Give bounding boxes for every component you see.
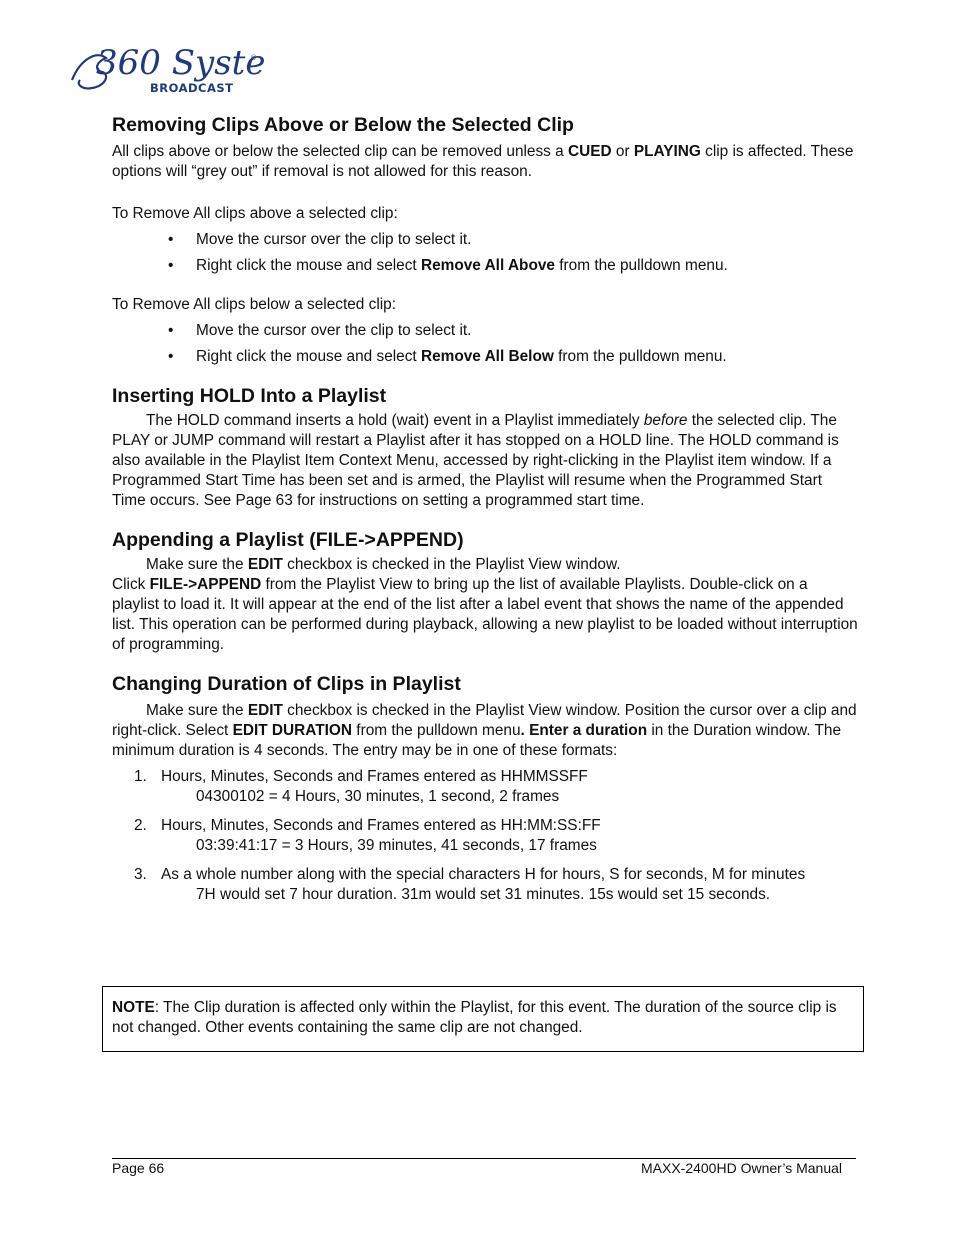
heading-appending-playlist: Appending a Playlist (FILE->APPEND) <box>112 529 464 551</box>
item-number: 1. <box>134 768 147 785</box>
text: clip is affected. These options will “grey out” if removal is not allowed for this reason. <box>112 143 854 180</box>
append-description <box>112 575 858 655</box>
list-item <box>112 347 858 367</box>
item-number: 2. <box>134 817 147 834</box>
text: Right click the mouse and select <box>196 257 421 274</box>
format-example: 04300102 = 4 Hours, 30 minutes, 1 second, 2 frames <box>196 788 560 805</box>
list-item <box>112 865 858 905</box>
emphasis: before <box>643 412 688 429</box>
format-example: 7H would set 7 hour duration. 31m would set 31 minutes. 15s would set 15 seconds. <box>196 886 771 903</box>
note-label: NOTE <box>112 999 155 1016</box>
text: Hours, Minutes, Seconds and Frames entered as HH:MM:SS:FF <box>161 817 601 834</box>
remove-below-steps <box>112 321 858 367</box>
page-content <box>112 112 858 914</box>
item-number: 3. <box>134 866 147 883</box>
heading-removing-clips: Removing Clips Above or Below the Selected Clip <box>112 114 574 136</box>
hold-description <box>112 411 858 511</box>
playing-term: PLAYING <box>633 143 701 160</box>
logo-wordmark: 360 Syste <box>96 43 266 83</box>
menu-command: Remove All Below <box>420 348 554 365</box>
text: Right click the mouse and select <box>196 348 421 365</box>
text: from the pulldown menu. <box>554 257 728 274</box>
text: from the Playlist View to bring up the list of available Playlists. Double-click on a playlist to load it. It will appear at the end of the list after a label event that shows the name of the appended list. This operation can be performed during playback, allowing a new playlist to be loaded without interruption of programming. <box>112 576 858 653</box>
text: As a whole number along with the special characters H for hours, S for seconds, M for minutes <box>161 866 806 883</box>
edit-term: EDIT <box>247 702 283 719</box>
text: from the pulldown menu. <box>553 348 727 365</box>
text: All clips above or below the selected clip can be removed unless a <box>112 143 568 160</box>
text: in the Duration window. The minimum duration is 4 seconds. The entry may be in one of these formats: <box>112 722 842 759</box>
cued-term: CUED <box>568 143 612 160</box>
text: or <box>611 143 634 160</box>
text: Hours, Minutes, Seconds and Frames entered as HHMMSSFF <box>161 768 588 785</box>
remove-above-steps <box>112 230 858 276</box>
remove-below-intro: To Remove All clips below a selected clip: <box>112 296 397 313</box>
list-item <box>112 256 858 276</box>
text: from the pulldown menu <box>352 722 521 739</box>
menu-command: FILE->APPEND <box>149 576 262 593</box>
note-text: : The Clip duration is affected only within the Playlist, for this event. The duration of the source clip is not changed. Other events containing the same clip are not changed. <box>112 999 837 1036</box>
list-item <box>112 816 858 856</box>
text: Click <box>112 576 150 593</box>
list-item <box>112 767 858 807</box>
manual-title: MAXX-2400HD Owner’s Manual <box>640 1160 842 1176</box>
edit-term: EDIT <box>247 556 283 573</box>
append-line-1 <box>112 555 858 575</box>
text: Make sure the <box>146 702 248 719</box>
heading-inserting-hold: Inserting HOLD Into a Playlist <box>112 385 387 407</box>
menu-command: EDIT DURATION <box>232 722 353 739</box>
emphasis: . Enter a duration <box>520 722 648 739</box>
note-box <box>102 986 864 1052</box>
footer-divider <box>112 1158 856 1159</box>
format-example: 03:39:41:17 = 3 Hours, 39 minutes, 41 seconds, 17 frames <box>196 837 597 854</box>
list-item: • Move the cursor over the clip to select it. <box>112 230 858 250</box>
removing-intro <box>112 142 858 182</box>
text: the selected clip. The PLAY or JUMP command will restart a Playlist after it has stopped on a HOLD line. The HOLD command is also available in the Playlist Item Context Menu, accessed by right-clicking in the Playlist item window. If a Programmed Start Time has been set and is armed, the Playlist will resume when the Programmed Start Time occurs. See Page 63 for instructions on setting a programmed start time. <box>112 412 839 509</box>
text: Make sure the <box>146 556 248 573</box>
logo-subtitle: BROADCAST <box>150 81 234 95</box>
list-item: • Move the cursor over the clip to select it. <box>112 321 858 341</box>
logo-graphic <box>66 40 266 96</box>
duration-description <box>112 701 858 761</box>
text: checkbox is checked in the Playlist View window. <box>282 556 621 573</box>
text: The HOLD command inserts a hold (wait) event in a Playlist immediately <box>146 412 644 429</box>
registered-mark: ® <box>250 54 257 62</box>
remove-above-intro: To Remove All clips above a selected clip: <box>112 205 398 222</box>
page-number: Page 66 <box>112 1160 165 1176</box>
heading-changing-duration: Changing Duration of Clips in Playlist <box>112 673 461 695</box>
menu-command: Remove All Above <box>420 257 555 274</box>
company-logo <box>66 40 266 100</box>
text: checkbox is checked in the Playlist View window. Position the cursor over a clip and right-click. Select <box>112 702 857 739</box>
duration-formats-list <box>112 767 858 905</box>
